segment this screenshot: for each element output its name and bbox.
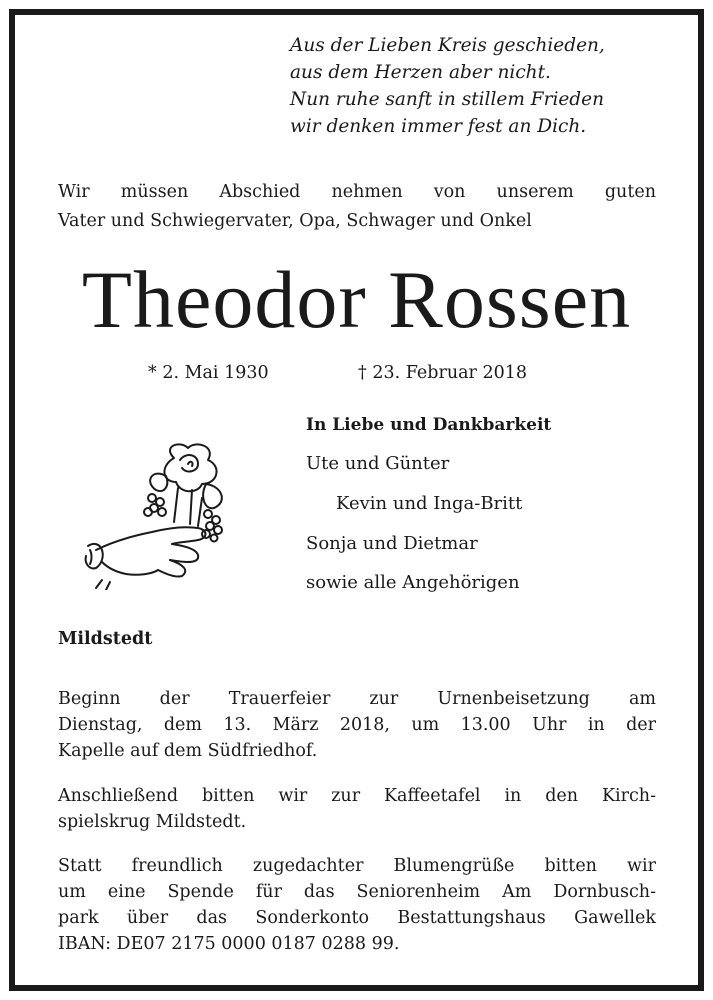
reception-paragraph bbox=[58, 783, 656, 835]
intro-line: Wir müssen Abschied nehmen von unserem guten bbox=[58, 182, 656, 202]
death-date: † 23. Februar 2018 bbox=[358, 363, 527, 383]
donation-line: park über das Sonderkonto Bestattungshaus Gawellek bbox=[58, 908, 656, 928]
mourner-name: Sonja und Dietmar bbox=[306, 533, 478, 554]
donation-paragraph bbox=[58, 853, 656, 957]
place-name: Mildstedt bbox=[58, 629, 153, 649]
donation-line: IBAN: DE07 2175 0000 0187 0288 99. bbox=[58, 934, 400, 954]
mourner-name: sowie alle Angehörigen bbox=[306, 572, 520, 593]
poem-line: Aus der Lieben Kreis geschieden, bbox=[290, 35, 605, 56]
reception-line: spielskrug Mildstedt. bbox=[58, 812, 247, 832]
mourner-name: Ute und Günter bbox=[306, 453, 450, 474]
hand-with-flowers-icon bbox=[82, 438, 242, 590]
ceremony-paragraph bbox=[58, 686, 656, 764]
memorial-poem bbox=[290, 32, 670, 140]
poem-line: wir denken immer fest an Dich. bbox=[290, 116, 587, 137]
intro-line: Vater und Schwiegervater, Opa, Schwager und Onkel bbox=[58, 211, 532, 231]
reception-line: Anschließend bitten wir zur Kaffeetafel in den Kirch- bbox=[58, 786, 656, 806]
intro-text bbox=[58, 178, 656, 236]
ceremony-line: Dienstag, dem 13. März 2018, um 13.00 Uhr in der bbox=[58, 715, 656, 735]
deceased-name: Theodor Rossen bbox=[81, 254, 632, 345]
ceremony-line: Beginn der Trauerfeier zur Urnenbeisetzung am bbox=[58, 689, 656, 709]
poem-line: Nun ruhe sanft in stillem Frieden bbox=[290, 89, 605, 110]
ceremony-line: Kapelle auf dem Südfriedhof. bbox=[58, 741, 318, 761]
donation-line: um eine Spende für das Seniorenheim Am Dornbusch- bbox=[58, 882, 656, 902]
donation-line: Statt freundlich zugedachter Blumengrüße bitten wir bbox=[58, 856, 656, 876]
poem-line: aus dem Herzen aber nicht. bbox=[290, 62, 551, 83]
birth-date: * 2. Mai 1930 bbox=[148, 363, 269, 383]
mourner-name: Kevin und Inga-Britt bbox=[336, 493, 523, 514]
mourners-heading: In Liebe und Dankbarkeit bbox=[306, 415, 552, 435]
